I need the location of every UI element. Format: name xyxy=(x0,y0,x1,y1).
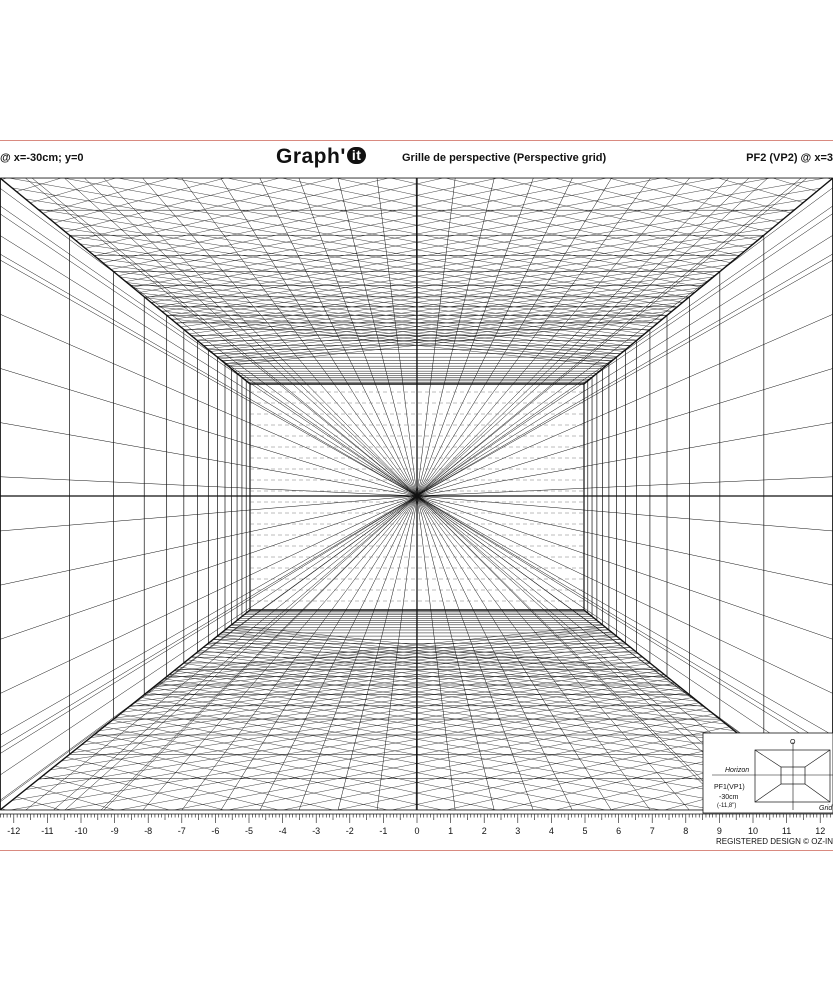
ruler-label: -4 xyxy=(278,826,287,836)
radial-line xyxy=(417,496,833,598)
ruler-label: -3 xyxy=(312,826,321,836)
inset-distance-label: -30cm xyxy=(719,794,739,801)
brand-name: Graph' xyxy=(276,145,346,168)
radial-line xyxy=(64,496,420,850)
ruler-label: 6 xyxy=(616,826,622,836)
ruler-label: 4 xyxy=(548,826,554,836)
ruler-label: 10 xyxy=(747,826,759,836)
ruler-label: 5 xyxy=(582,826,588,836)
left-vanishing-point-label: @ x=-30cm; y=0 xyxy=(0,152,84,164)
grid-title: Grille de perspective (Perspective grid) xyxy=(402,152,607,164)
inset-horizon-label: Horizon xyxy=(725,767,750,774)
ruler-label: -12 xyxy=(7,826,21,836)
inset-grid-label: Grid xyxy=(819,805,833,812)
radial-line xyxy=(240,138,417,496)
radial-line xyxy=(417,412,833,496)
ruler-label: -5 xyxy=(244,826,254,836)
radial-line xyxy=(417,138,833,496)
radial-line xyxy=(417,138,724,496)
inset-top-label: O xyxy=(790,739,796,746)
radial-line xyxy=(372,138,417,496)
ruler-label: -8 xyxy=(144,826,153,836)
inset-vp-label: PF1(VP1) xyxy=(714,784,745,791)
ceiling-diagonal xyxy=(823,158,833,496)
radial-line xyxy=(417,496,833,536)
radial-line xyxy=(20,496,420,850)
right-vanishing-point-label: PF2 (VP2) @ x=3 xyxy=(746,152,833,164)
ruler-label: 3 xyxy=(515,826,521,836)
ruler-label: 2 xyxy=(481,826,487,836)
ruler-label: -9 xyxy=(110,826,119,836)
ruler-label: 12 xyxy=(815,826,826,836)
radial-line xyxy=(372,496,420,850)
radial-line xyxy=(152,496,420,850)
ruler-label: 0 xyxy=(414,826,420,836)
floor-diagonal xyxy=(0,496,11,830)
ruler-label: -1 xyxy=(379,826,388,836)
radial-line xyxy=(417,138,460,496)
radial-line xyxy=(417,40,833,496)
radial-line xyxy=(417,102,833,496)
radial-line xyxy=(417,496,680,850)
radial-line xyxy=(417,138,680,496)
radial-line xyxy=(64,138,417,496)
radial-line xyxy=(417,138,833,496)
radial-line xyxy=(417,138,833,496)
radial-line xyxy=(417,496,460,850)
ceiling-diagonal xyxy=(0,158,11,496)
ruler-label: -11 xyxy=(41,826,54,836)
ruler-label: 7 xyxy=(649,826,655,836)
inset-legend-box xyxy=(703,733,833,813)
radial-line xyxy=(417,164,833,496)
ruler-label: -2 xyxy=(345,826,354,836)
ruler-label: 1 xyxy=(448,826,454,836)
ruler-label: -10 xyxy=(74,826,88,836)
brand-mark: it xyxy=(347,147,367,164)
radial-line xyxy=(417,138,833,496)
radial-line xyxy=(417,138,833,496)
inset-coords-label: (-11,8") xyxy=(717,803,737,809)
radial-line xyxy=(240,496,420,850)
ruler-label: -6 xyxy=(211,826,220,836)
copyright-notice: REGISTERED DESIGN © OZ-IN xyxy=(715,837,833,846)
ruler-label: 9 xyxy=(716,826,722,836)
ruler-label: 8 xyxy=(683,826,689,836)
ruler-label: -7 xyxy=(177,826,186,836)
ruler-label: 11 xyxy=(781,826,792,836)
radial-line xyxy=(417,496,833,660)
